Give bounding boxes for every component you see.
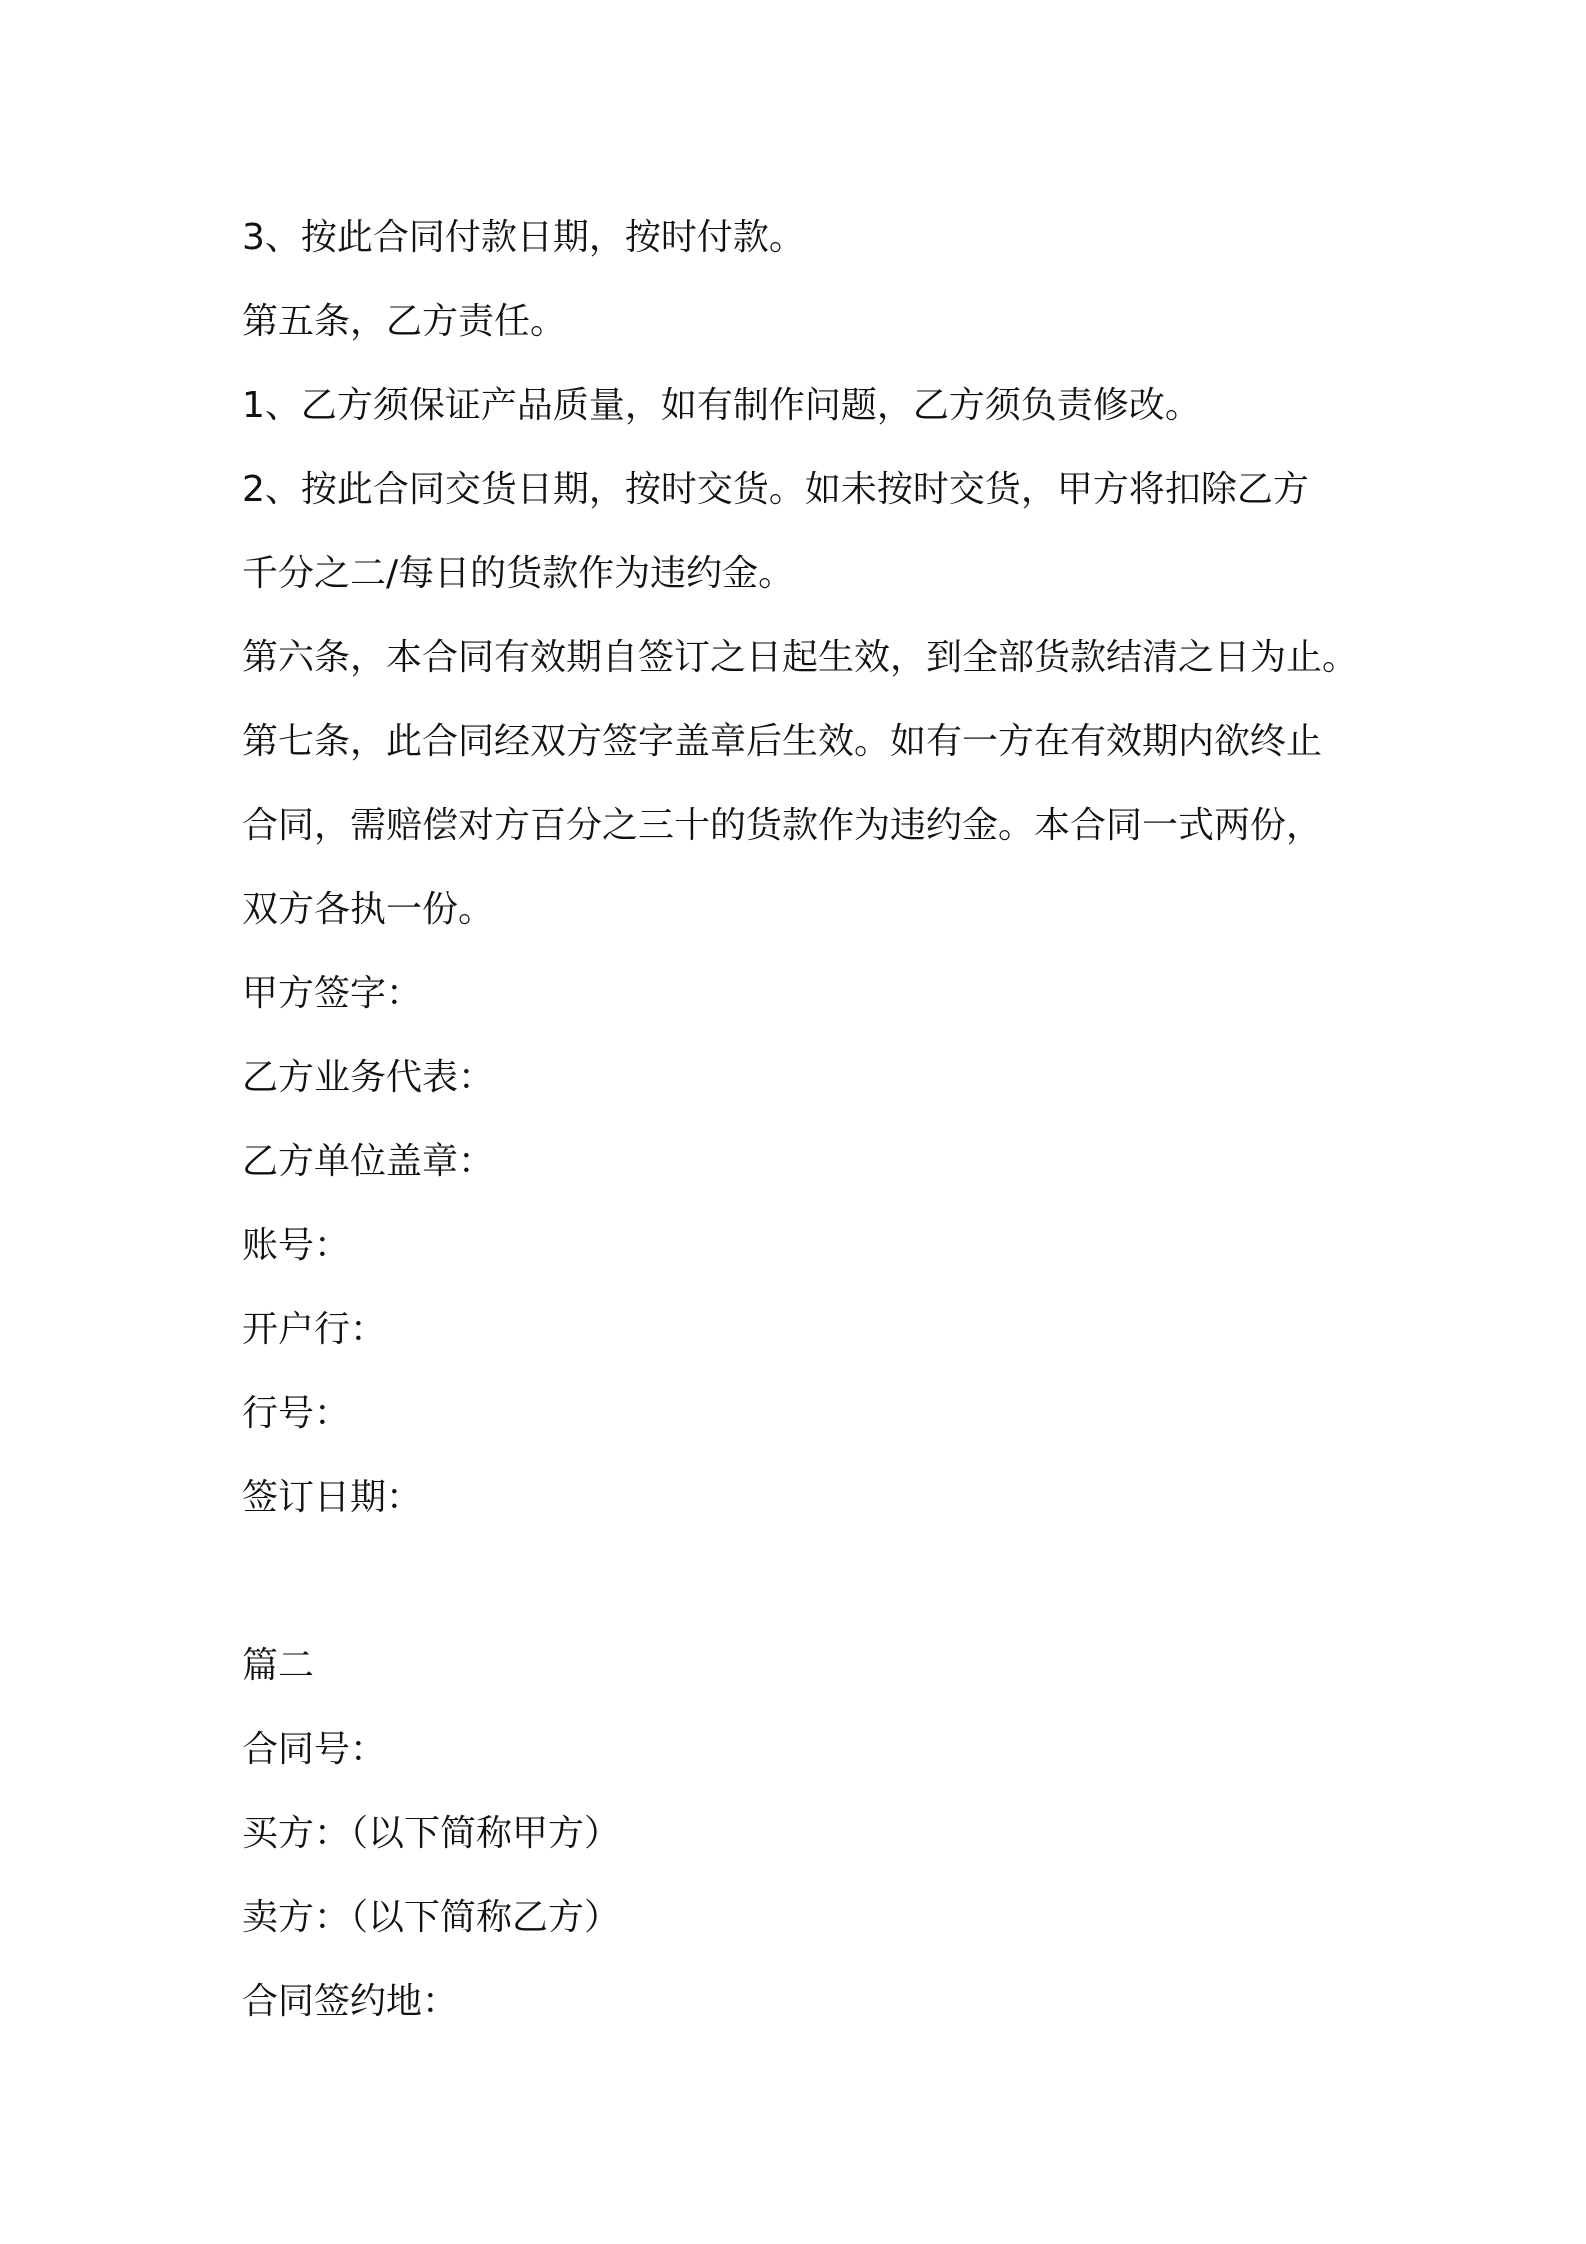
signing-date-label: 签订日期： [242, 1477, 423, 1518]
seller-label: 卖方：（以下简称乙方） [242, 1897, 621, 1938]
article-7: 第七条，此合同经双方签字盖章后生效。如有一方在有效期内欲终止 [242, 721, 1323, 762]
seller-clause-2-continued: 千分之二/每日的货款作为违约金。 [242, 553, 795, 594]
buyer-label: 买方：（以下简称甲方） [242, 1813, 621, 1854]
bank-code-label: 行号： [242, 1393, 351, 1434]
contract-number-label: 合同号： [242, 1729, 387, 1770]
account-number-label: 账号： [242, 1225, 351, 1266]
seller-clause-2: 2、按此合同交货日期，按时交货。如未按时交货，甲方将扣除乙方 [242, 469, 1309, 510]
section-spacer [242, 1540, 1362, 1624]
party-b-seal-label: 乙方单位盖章： [242, 1141, 495, 1182]
party-a-signature-label: 甲方签字： [242, 973, 423, 1014]
article-7-continued: 合同，需赔偿对方百分之三十的货款作为违约金。本合同一式两份， [242, 805, 1323, 846]
article-5-heading: 第五条，乙方责任。 [242, 301, 567, 342]
section-2-heading: 篇二 [242, 1645, 315, 1686]
article-7-end: 双方各执一份。 [242, 889, 495, 930]
payment-clause-3: 3、按此合同付款日期，按时付款。 [242, 217, 805, 258]
document-body [242, 196, 1362, 2044]
signing-location-label: 合同签约地： [242, 1981, 459, 2022]
seller-clause-1: 1、乙方须保证产品质量，如有制作问题，乙方须负责修改。 [242, 385, 1201, 426]
article-6: 第六条，本合同有效期自签订之日起生效，到全部货款结清之日为止。 [242, 637, 1359, 678]
bank-label: 开户行： [242, 1309, 387, 1350]
party-b-representative-label: 乙方业务代表： [242, 1057, 495, 1098]
